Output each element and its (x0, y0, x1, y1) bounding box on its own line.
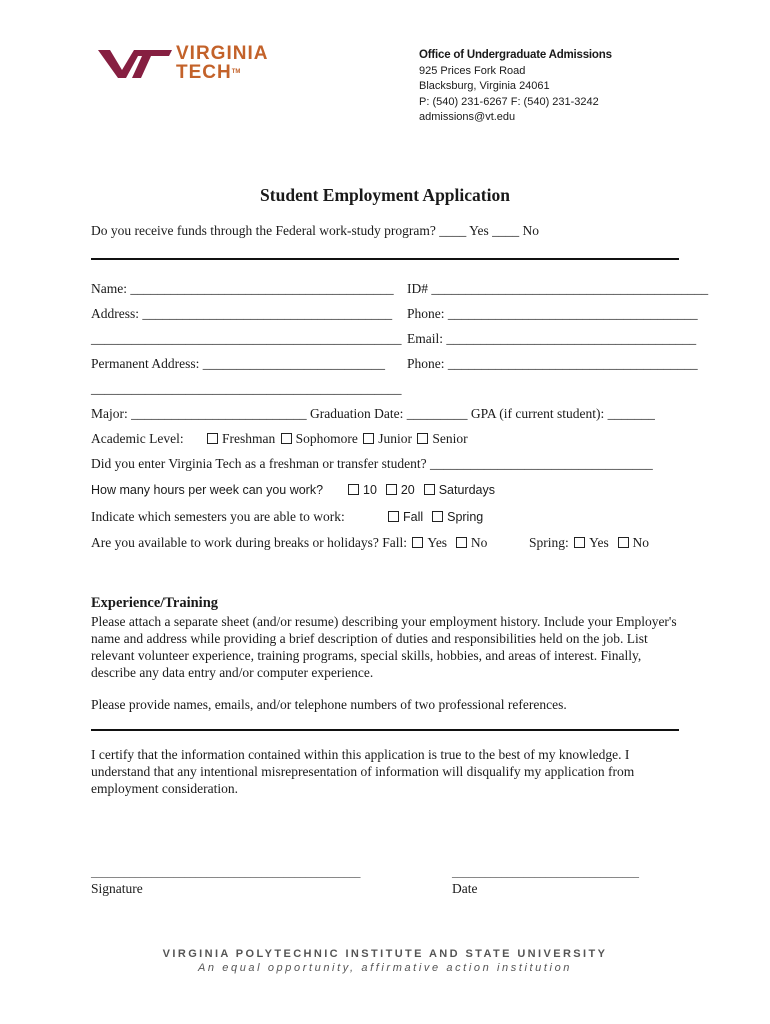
divider-top (91, 258, 679, 260)
date-label: Date (452, 881, 478, 896)
academic-level-label: Academic Level: (91, 431, 184, 446)
hours-10-label: 10 (363, 483, 377, 497)
breaks-fall-no-checkbox[interactable] (456, 537, 467, 548)
senior-checkbox[interactable] (417, 433, 428, 444)
breaks-row (91, 535, 487, 551)
saturdays-label: Saturdays (438, 483, 495, 497)
saturdays-checkbox[interactable] (424, 484, 435, 495)
certification-statement: I certify that the information contained within this application is true to the best of my knowledge. I understand that any intentional misrepresentation of information will disqualify my application from employment consideration. (91, 747, 635, 796)
permanent-phone-field: Phone: _____________________________________ (407, 356, 698, 371)
hours-question: How many hours per week can you work? (91, 483, 324, 497)
hours-options (346, 483, 495, 497)
spring-checkbox[interactable] (432, 511, 443, 522)
virginia-tech-logo (96, 44, 286, 86)
experience-instructions: Please attach a separate sheet (and/or resume) describing your employment history. Include your Employer's name and address while providing a brief description of duties and responsibilities held on the job. List relevant volunteer experience, training programs, special skills, hobbies, and areas of interest. Finally, describe any data entry and/or computer experience. (91, 614, 677, 680)
vt-monogram-icon (96, 44, 174, 82)
fall-label: Fall (403, 510, 424, 524)
freshman-label: Freshman (222, 431, 276, 446)
logo-trademark: TM (231, 69, 241, 75)
form-title: Student Employment Application (260, 185, 510, 205)
hours-20-label: 20 (400, 483, 415, 497)
hours-10-checkbox[interactable] (348, 484, 359, 495)
academic-level-row (91, 431, 184, 447)
breaks-fall-no-label: No (470, 535, 488, 550)
freshman-checkbox[interactable] (207, 433, 218, 444)
spring-label: Spring (447, 510, 484, 524)
breaks-spring-no-checkbox[interactable] (618, 537, 629, 548)
email-field: Email: _____________________________________ (407, 331, 697, 346)
references-instructions: Please provide names, emails, and/or telephone numbers of two professional references. (91, 697, 567, 712)
junior-checkbox[interactable] (363, 433, 374, 444)
logo-wordmark (176, 44, 268, 82)
office-address-line-1: 925 Prices Fork Road (419, 64, 526, 77)
date-line[interactable]: __________________________________ (452, 867, 639, 879)
senior-label: Senior (432, 431, 468, 446)
phone-field: Phone: _____________________________________ (407, 306, 698, 321)
name-field: Name: _______________________________________ (91, 281, 394, 296)
hours-20-checkbox[interactable] (386, 484, 397, 495)
permanent-address-field: Permanent Address: ___________________________ (91, 356, 385, 371)
id-field: ID# _________________________________________ (407, 281, 709, 296)
permanent-address-continued-field: ______________________________________________ (91, 381, 402, 396)
signature-line[interactable]: _________________________________________________ (91, 867, 361, 879)
footer-equal-opportunity: An equal opportunity, affirmative action institution (197, 962, 573, 974)
footer-institution-name: VIRGINIA POLYTECHNIC INSTITUTE AND STATE UNIVERSITY (162, 948, 608, 960)
address-field: Address: _____________________________________ (91, 306, 393, 321)
breaks-spring-yes-checkbox[interactable] (574, 537, 585, 548)
junior-label: Junior (378, 431, 412, 446)
sophomore-checkbox[interactable] (281, 433, 292, 444)
logo-line-2: TECH (176, 62, 232, 83)
semester-options (386, 510, 483, 524)
breaks-question: Are you available to work during breaks or holidays? Fall: (91, 535, 408, 550)
breaks-spring-row (529, 535, 649, 551)
office-email: admissions@vt.edu (419, 111, 516, 123)
major-graduation-gpa-field: Major: __________________________ Graduation Date: _________ GPA (if current student): _______ (91, 406, 655, 421)
address-continued-field: ______________________________________________ (91, 331, 402, 346)
academic-level-options (205, 431, 468, 447)
breaks-fall-yes-label: Yes (427, 535, 448, 550)
office-title: Office of Undergraduate Admissions (419, 49, 612, 61)
logo-line-1: VIRGINIA (176, 43, 269, 64)
semesters-question: Indicate which semesters you are able to work: (91, 509, 345, 524)
office-phone-fax: P: (540) 231-6267 F: (540) 231-3242 (419, 95, 599, 108)
entry-type-question: Did you enter Virginia Tech as a freshman or transfer student? _________________________________ (91, 456, 653, 471)
breaks-fall-yes-checkbox[interactable] (412, 537, 423, 548)
office-address-line-2: Blacksburg, Virginia 24061 (419, 80, 550, 92)
breaks-spring-no-label: No (632, 535, 650, 550)
office-contact-block (419, 48, 612, 126)
workstudy-question: Do you receive funds through the Federal work-study program? ____ Yes ____ No (91, 223, 540, 238)
sophomore-label: Sophomore (295, 431, 358, 446)
signature-label: Signature (91, 881, 143, 896)
fall-checkbox[interactable] (388, 511, 399, 522)
breaks-spring-yes-label: Yes (589, 535, 609, 550)
experience-heading: Experience/Training (91, 595, 219, 611)
breaks-spring-label: Spring: (529, 535, 569, 550)
divider-bottom (91, 729, 679, 731)
